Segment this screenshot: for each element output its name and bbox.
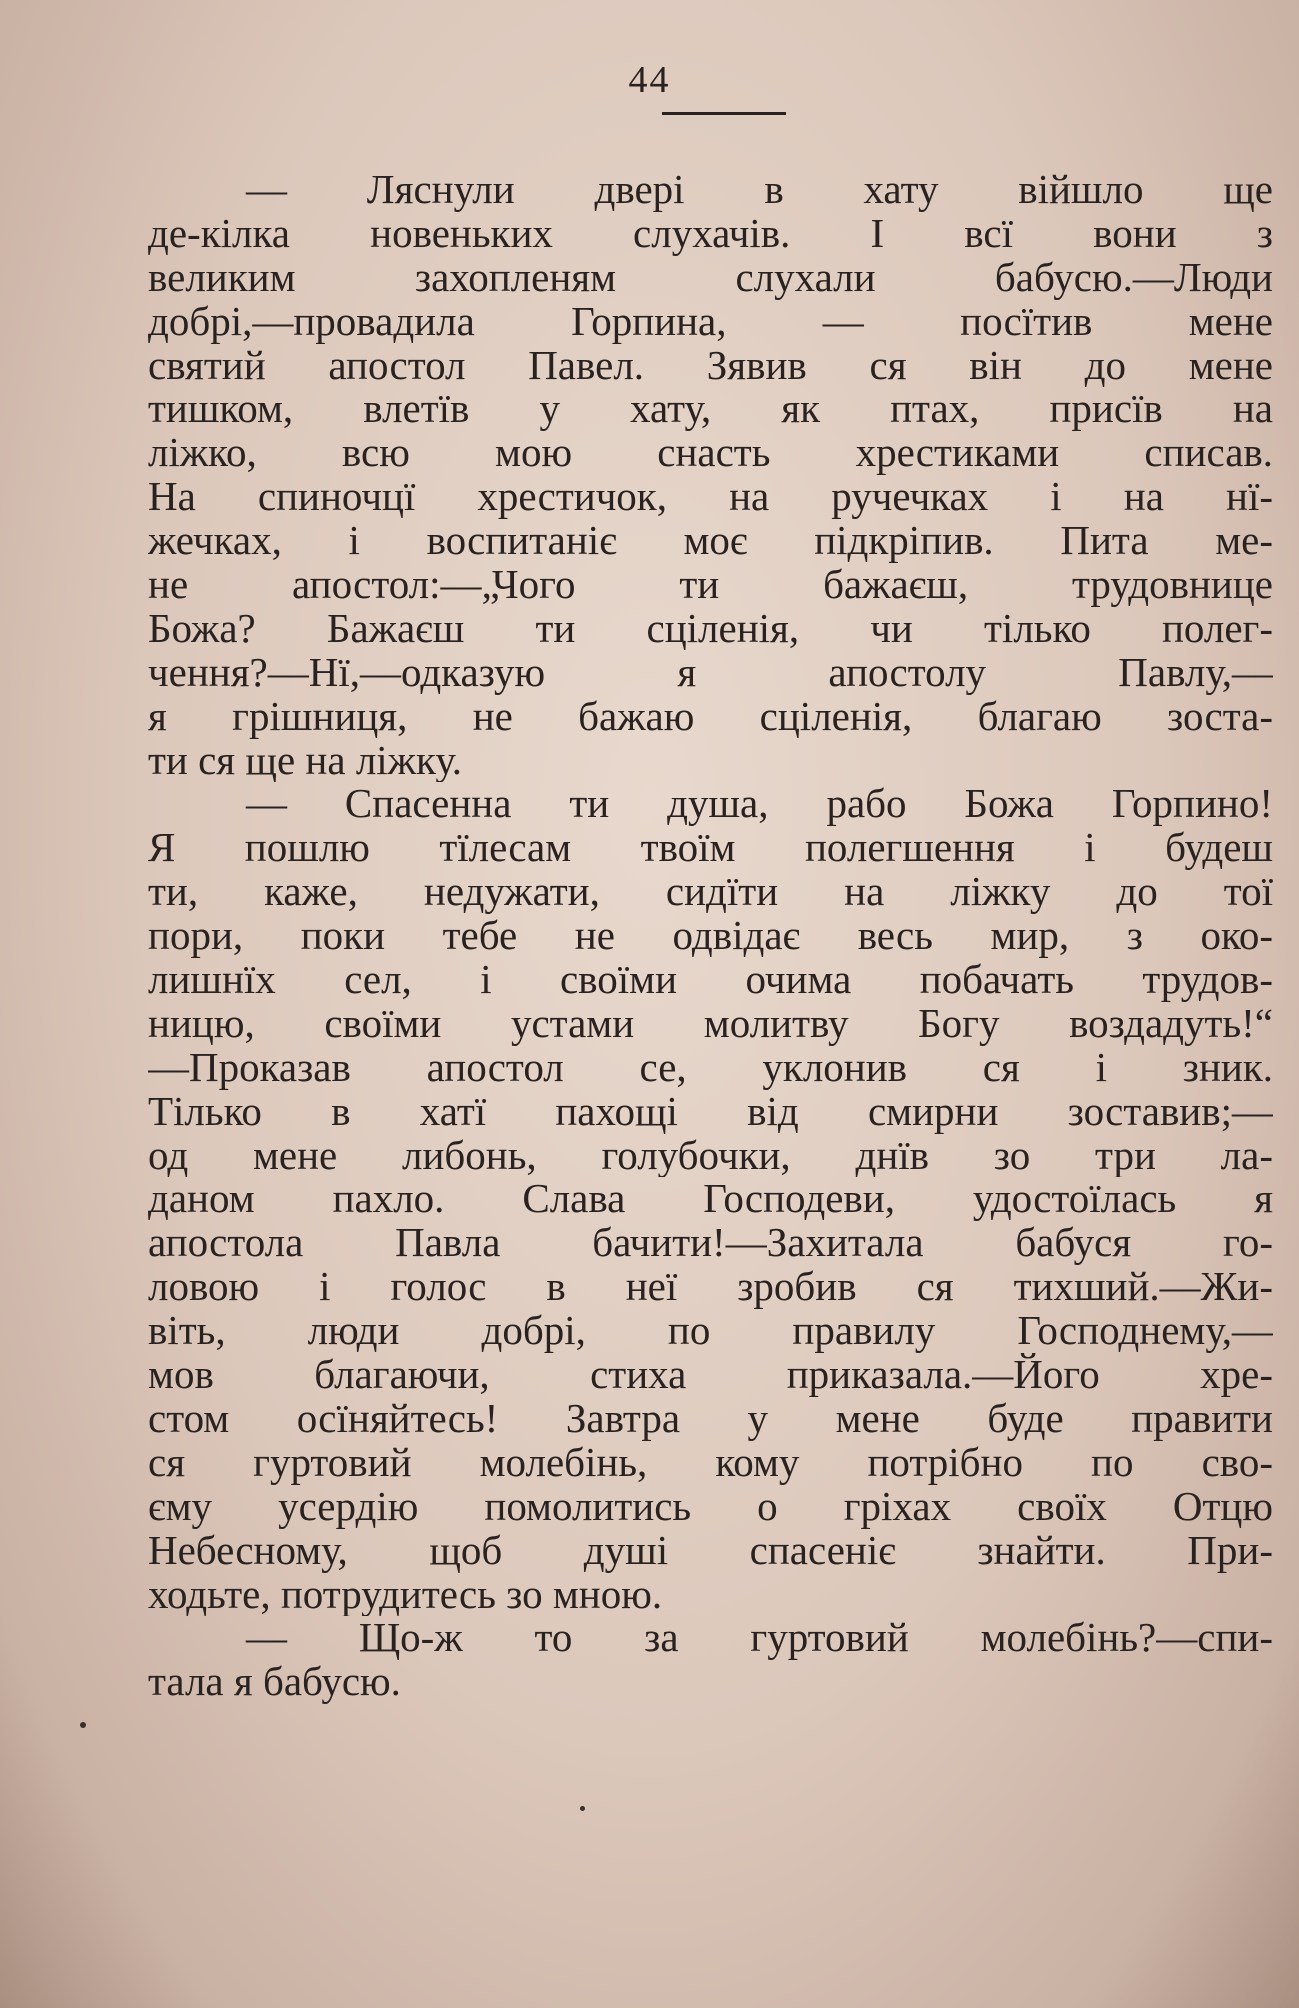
text-line: не апостол:—„Чого ти бажаєш, трудовнице (148, 563, 1273, 607)
text-line: ловою і голос в неї зробив ся тихший.—Жи- (148, 1265, 1273, 1310)
text-line: даном пахло. Слава Господеви, удостоїлась я (148, 1177, 1273, 1222)
text-line: мов благаючи, стиха приказала.—Його хре- (148, 1353, 1273, 1397)
text-line: апостола Павла бачити!—Захитала бабуся го- (148, 1221, 1273, 1266)
print-speck (80, 1722, 86, 1728)
page-number: 44 (628, 59, 671, 101)
print-speck (580, 1806, 585, 1811)
text-line: ти ся ще на ліжку. (148, 738, 462, 783)
text-line: єму усердію помолитись о гріхах своїх Отцю (148, 1484, 1273, 1529)
text-line: стом осїняйтесь! Завтра у мене буде правити (148, 1396, 1273, 1441)
text-line: ліжко, всю мою снасть хрестиками списав. (148, 431, 1273, 476)
text-line: де-кілка новеньких слухачів. І всї вони з (148, 211, 1273, 256)
text-line: віть, люди добрі, по правилу Господнему,— (148, 1309, 1273, 1354)
text-line: ницю, своїми устами молитву Богу воздадуть!“ (148, 1001, 1273, 1046)
text-line: тишком, влетїв у хату, як птах, присїв на (148, 387, 1273, 432)
text-line: — Що-ж то за гуртовий молебінь?—спи- (246, 1616, 1273, 1661)
text-line: На спиночцї хрестичок, на ручечках і на нї- (148, 475, 1273, 520)
text-line: чення?—Нї,—одказую я апостолу Павлу,— (148, 650, 1273, 695)
body-text (148, 168, 1273, 1704)
text-line: — Спасенна ти душа, рабо Божа Горпино! (246, 782, 1273, 827)
text-line: од мене либонь, голубочки, днїв зо три ла- (148, 1133, 1273, 1178)
text-line: Небесному, щоб душі спасеніє знайти. При- (148, 1528, 1273, 1573)
text-line: Божа? Бажаєш ти сціленія, чи тілько полег- (148, 606, 1273, 651)
header-rule (662, 112, 786, 115)
text-line: пори, поки тебе не одвідає весь мир, з око- (148, 914, 1273, 959)
text-line: Я пошлю тїлесам твоїм полегшення і будеш (148, 826, 1273, 871)
text-line: жечках, і воспитаніє моє підкріпив. Пита ме- (148, 519, 1273, 564)
text-line: ходьте, потрудитесь зо мною. (148, 1572, 663, 1617)
text-line: святий апостол Павел. Зявив ся він до мене (148, 343, 1273, 388)
text-line: я грішниця, не бажаю сціленія, благаю зоста- (148, 694, 1273, 739)
text-line: — Ляснули двері в хату війшло ще (246, 168, 1273, 212)
text-line: Тілько в хатї пахощі від смирни зоставив;— (148, 1089, 1273, 1134)
text-line: добрі,—провадила Горпина, — посїтив мене (148, 299, 1273, 344)
text-line: лишнїх сел, і своїми очима побачать трудов- (148, 958, 1273, 1002)
text-line: —Проказав апостол се, уклонив ся і зник. (148, 1045, 1273, 1090)
text-line: великим захопленям слухали бабусю.—Люди (148, 255, 1273, 300)
text-line: ся гуртовий молебінь, кому потрібно по сво- (148, 1440, 1273, 1485)
text-line: ти, каже, недужати, сидїти на ліжку до тої (148, 870, 1273, 915)
text-line: тала я бабусю. (148, 1660, 401, 1705)
